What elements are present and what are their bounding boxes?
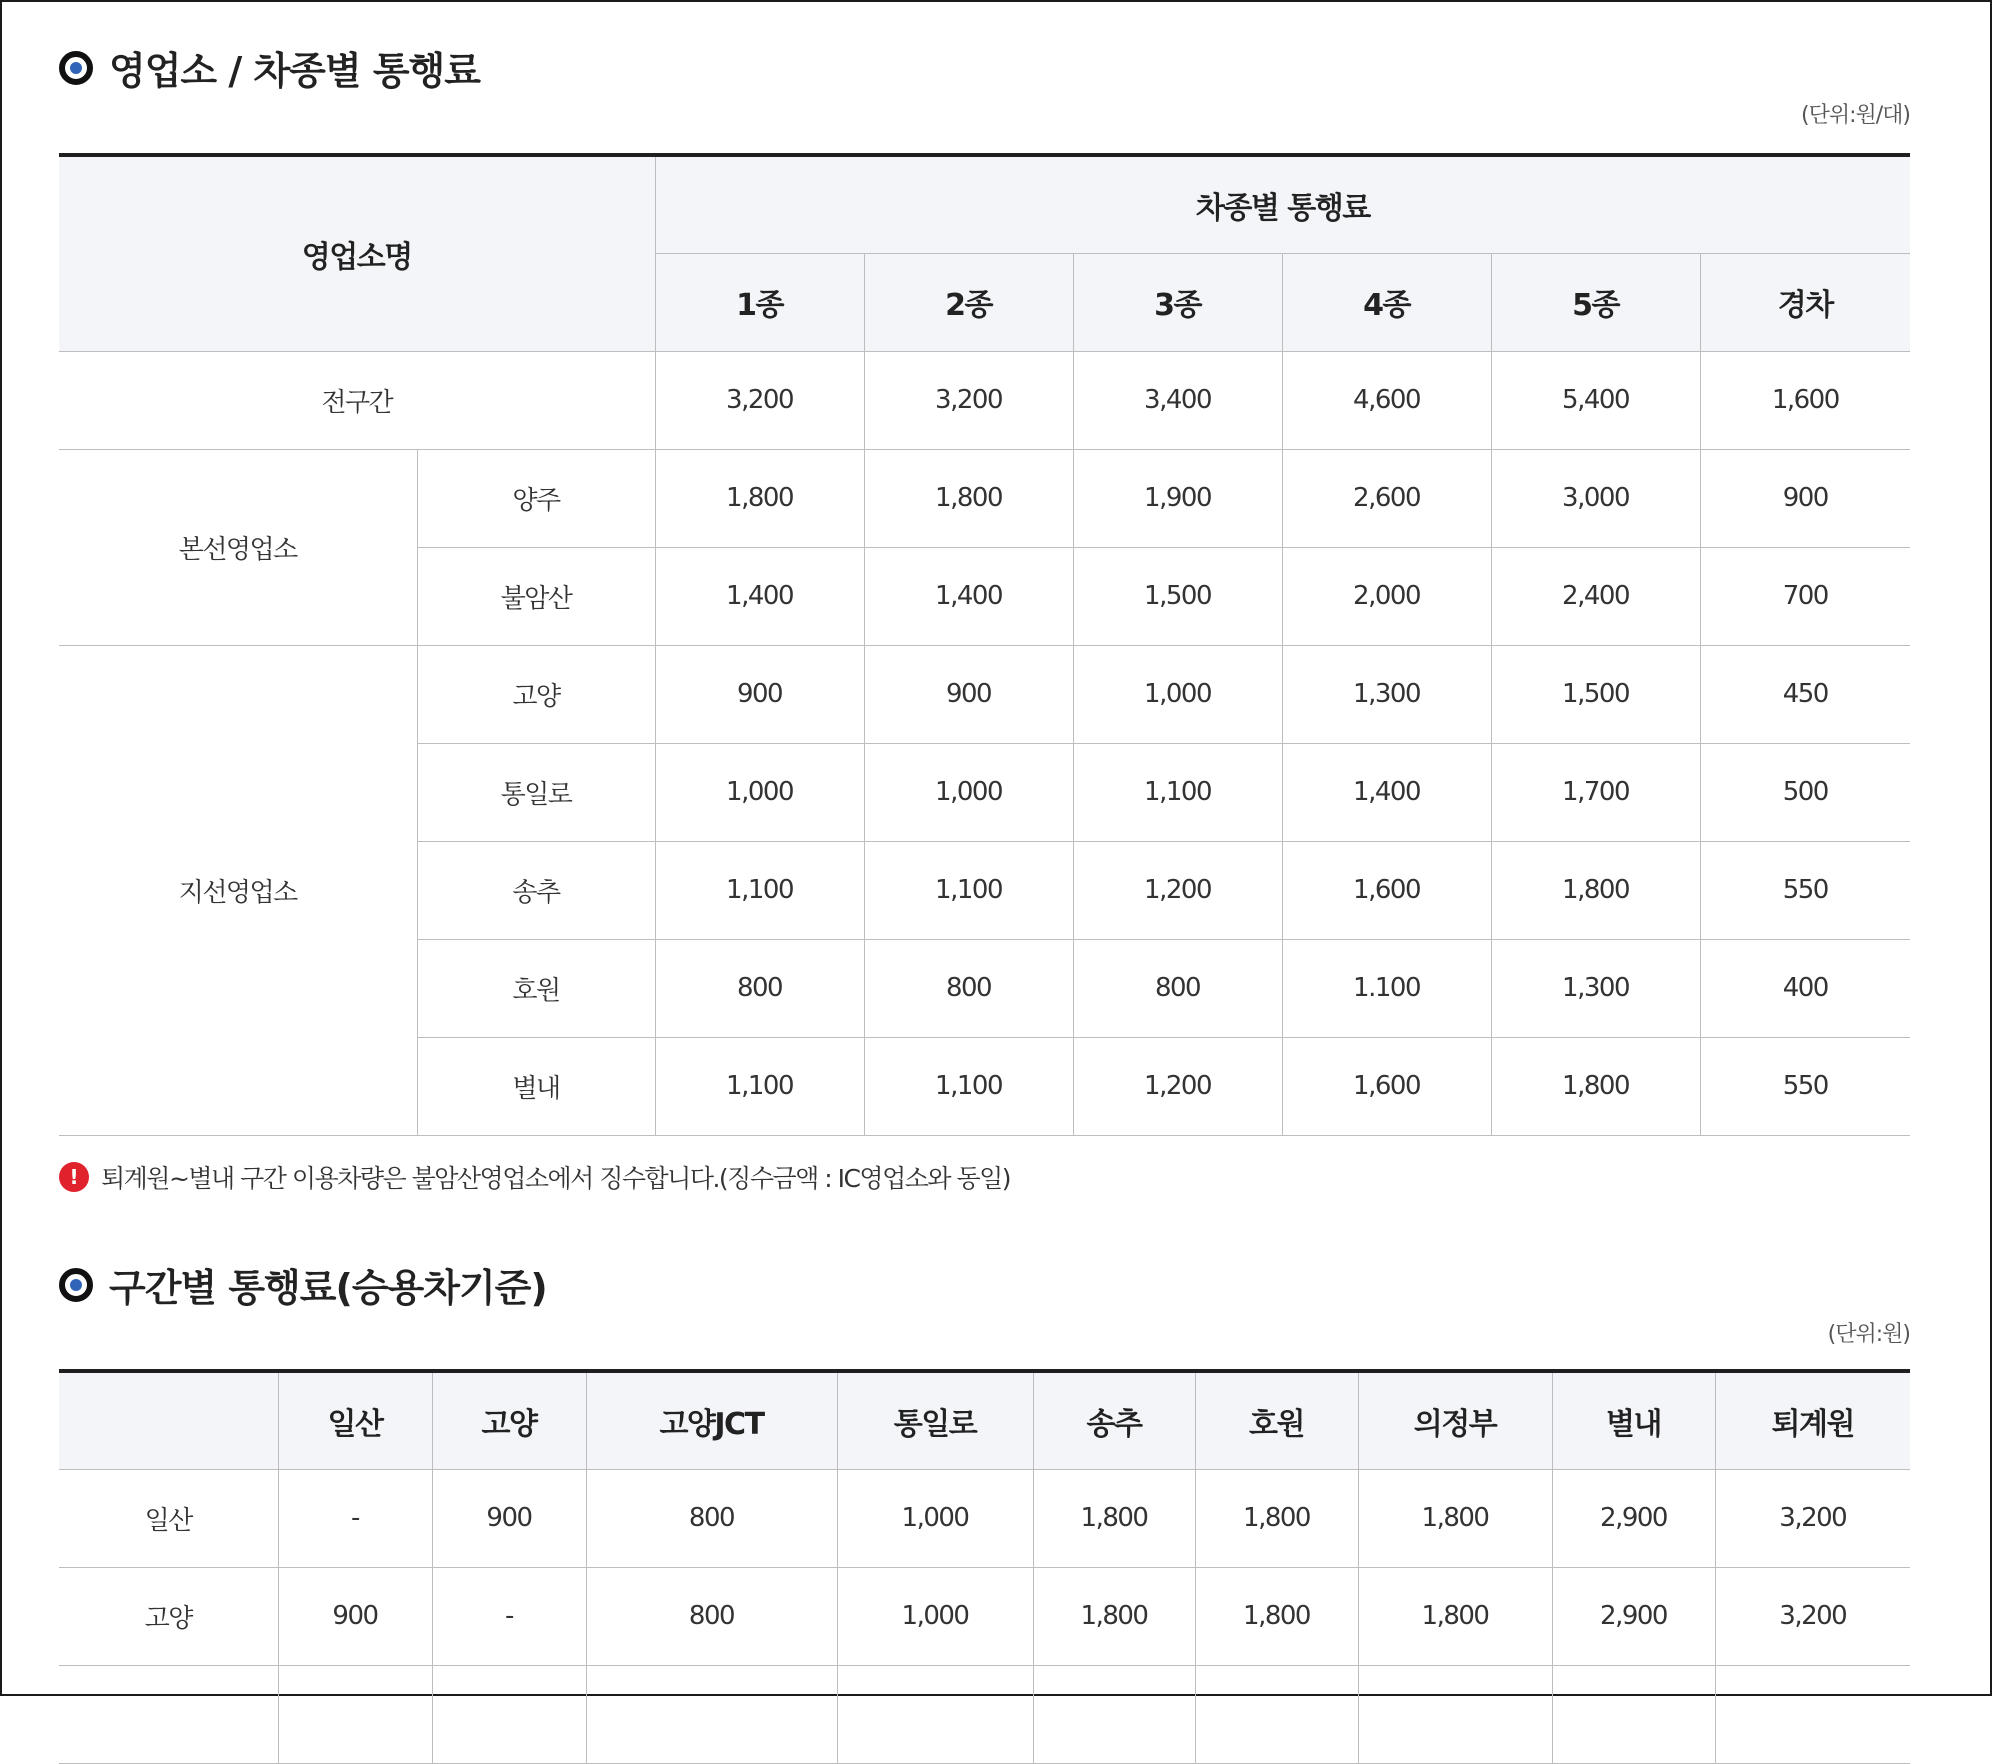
fee-cell: 1,800 — [1358, 1469, 1552, 1567]
fee-cell: 1,000 — [864, 743, 1073, 841]
fee-cell: 1,000 — [1073, 645, 1282, 743]
fee-cell — [1358, 1665, 1552, 1763]
fee-cell: 1.100 — [1282, 939, 1491, 1037]
fee-cell: 1,100 — [655, 1037, 864, 1135]
fee-cell — [1552, 1665, 1715, 1763]
office-name: 양주 — [417, 449, 655, 547]
table-row — [59, 1665, 1910, 1763]
fee-cell: 1,800 — [1033, 1567, 1195, 1665]
fee-cell — [278, 1665, 432, 1763]
fee-cell: 800 — [586, 1567, 837, 1665]
fee-cell: 1,800 — [1033, 1469, 1195, 1567]
fee-cell: 1,400 — [864, 547, 1073, 645]
class-header: 4종 — [1282, 253, 1491, 351]
fee-cell: 3,200 — [655, 351, 864, 449]
fee-cell: 1,100 — [1073, 743, 1282, 841]
fee-cell: 1,300 — [1282, 645, 1491, 743]
fee-cell: 400 — [1700, 939, 1910, 1037]
fee-cell: 900 — [864, 645, 1073, 743]
table-row — [59, 645, 1910, 743]
class-header: 1종 — [655, 253, 864, 351]
office-name: 별내 — [417, 1037, 655, 1135]
row-label — [59, 1665, 278, 1763]
column-header: 호원 — [1195, 1371, 1358, 1469]
fee-cell: 1,000 — [837, 1567, 1033, 1665]
column-header: 퇴계원 — [1715, 1371, 1910, 1469]
column-header: 고양 — [432, 1371, 586, 1469]
table-row — [59, 1567, 1910, 1665]
column-header: 일산 — [278, 1371, 432, 1469]
fee-cell: 1,800 — [655, 449, 864, 547]
fee-cell: 1,100 — [864, 841, 1073, 939]
fee-cell: 550 — [1700, 841, 1910, 939]
fee-cell: 1,800 — [1195, 1567, 1358, 1665]
fee-cell: 900 — [432, 1469, 586, 1567]
fee-cell: 800 — [586, 1469, 837, 1567]
column-header: 별내 — [1552, 1371, 1715, 1469]
column-header: 의정부 — [1358, 1371, 1552, 1469]
fee-cell: 1,100 — [864, 1037, 1073, 1135]
fee-cell: 450 — [1700, 645, 1910, 743]
fee-cell — [432, 1665, 586, 1763]
fee-cell: 3,400 — [1073, 351, 1282, 449]
fee-cell: 500 — [1700, 743, 1910, 841]
fee-cell: 1,800 — [1195, 1469, 1358, 1567]
bullet-circle-icon — [59, 51, 93, 85]
section2-title-text: 구간별 통행료(승용차기준) — [109, 1266, 547, 1310]
corner-header — [59, 1371, 278, 1469]
fee-cell: 700 — [1700, 547, 1910, 645]
fee-cell: 1,200 — [1073, 1037, 1282, 1135]
fee-cell — [837, 1665, 1033, 1763]
row-label: 일산 — [59, 1469, 278, 1567]
fee-cell: 4,600 — [1282, 351, 1491, 449]
fee-cell — [586, 1665, 837, 1763]
section2-unit: (단위:원) — [1827, 1322, 1910, 1347]
class-header: 3종 — [1073, 253, 1282, 351]
office-name: 송추 — [417, 841, 655, 939]
fee-cell: 3,200 — [1715, 1567, 1910, 1665]
fee-cell: 2,400 — [1491, 547, 1700, 645]
fee-cell: 2,900 — [1552, 1567, 1715, 1665]
fee-cell: 1,600 — [1282, 841, 1491, 939]
row-label: 전구간 — [59, 351, 655, 449]
fee-cell: 1,300 — [1491, 939, 1700, 1037]
fee-cell: 5,400 — [1491, 351, 1700, 449]
fee-cell: 2,600 — [1282, 449, 1491, 547]
section-toll-table — [59, 1369, 1910, 1764]
fee-cell: 900 — [655, 645, 864, 743]
fee-cell: 1,200 — [1073, 841, 1282, 939]
bullet-circle-icon — [59, 1268, 93, 1302]
fee-cell — [1033, 1665, 1195, 1763]
row-label: 고양 — [59, 1567, 278, 1665]
fee-cell: 3,000 — [1491, 449, 1700, 547]
office-name: 불암산 — [417, 547, 655, 645]
column-header: 통일로 — [837, 1371, 1033, 1469]
section1-unit: (단위:원/대) — [1801, 103, 1910, 128]
fee-cell — [1195, 1665, 1358, 1763]
fee-cell: 1,800 — [1491, 1037, 1700, 1135]
office-name: 호원 — [417, 939, 655, 1037]
office-name: 통일로 — [417, 743, 655, 841]
table-row — [59, 449, 1910, 547]
fee-cell — [1715, 1665, 1910, 1763]
group-label: 지선영업소 — [59, 645, 417, 1135]
fee-cell: 3,200 — [864, 351, 1073, 449]
class-header: 2종 — [864, 253, 1073, 351]
office-toll-table — [59, 153, 1910, 1136]
class-header: 5종 — [1491, 253, 1700, 351]
exclamation-icon: ! — [59, 1162, 89, 1192]
notice — [59, 1159, 1010, 1195]
fee-cell: 3,200 — [1715, 1469, 1910, 1567]
fee-cell: 1,600 — [1700, 351, 1910, 449]
fee-cell: 1,900 — [1073, 449, 1282, 547]
fee-cell: 1,000 — [655, 743, 864, 841]
fee-cell: 550 — [1700, 1037, 1910, 1135]
fee-cell: 1,500 — [1491, 645, 1700, 743]
column-header: 송추 — [1033, 1371, 1195, 1469]
fee-cell: 1,000 — [837, 1469, 1033, 1567]
fee-cell: 800 — [864, 939, 1073, 1037]
section1-title-text: 영업소 / 차종별 통행료 — [109, 49, 480, 93]
fee-cell: 1,500 — [1073, 547, 1282, 645]
fee-cell: 1,700 — [1491, 743, 1700, 841]
fee-cell: 1,800 — [1491, 841, 1700, 939]
fee-cell: 1,800 — [1358, 1567, 1552, 1665]
group-label: 본선영업소 — [59, 449, 417, 645]
fee-cell: 800 — [655, 939, 864, 1037]
fee-cell: 1,800 — [864, 449, 1073, 547]
office-name-header: 영업소명 — [59, 155, 655, 351]
fee-cell: 2,000 — [1282, 547, 1491, 645]
fee-cell: 900 — [278, 1567, 432, 1665]
fee-cell: 2,900 — [1552, 1469, 1715, 1567]
fee-group-header: 차종별 통행료 — [655, 155, 1910, 253]
column-header: 고양JCT — [586, 1371, 837, 1469]
notice-text: 퇴계원~별내 구간 이용차량은 불암산영업소에서 징수합니다.(징수금액 : IC영업소와 동일) — [101, 1164, 1011, 1193]
fee-cell: 800 — [1073, 939, 1282, 1037]
fee-cell: 900 — [1700, 449, 1910, 547]
fee-cell: 1,400 — [1282, 743, 1491, 841]
section2-title — [59, 1257, 547, 1312]
fee-cell: 1,100 — [655, 841, 864, 939]
fee-cell: - — [278, 1469, 432, 1567]
fee-cell: - — [432, 1567, 586, 1665]
table-row — [59, 351, 1910, 449]
fee-cell: 1,600 — [1282, 1037, 1491, 1135]
table-row — [59, 1469, 1910, 1567]
office-name: 고양 — [417, 645, 655, 743]
section1-title — [59, 40, 480, 95]
class-header: 경차 — [1700, 253, 1910, 351]
fee-cell: 1,400 — [655, 547, 864, 645]
